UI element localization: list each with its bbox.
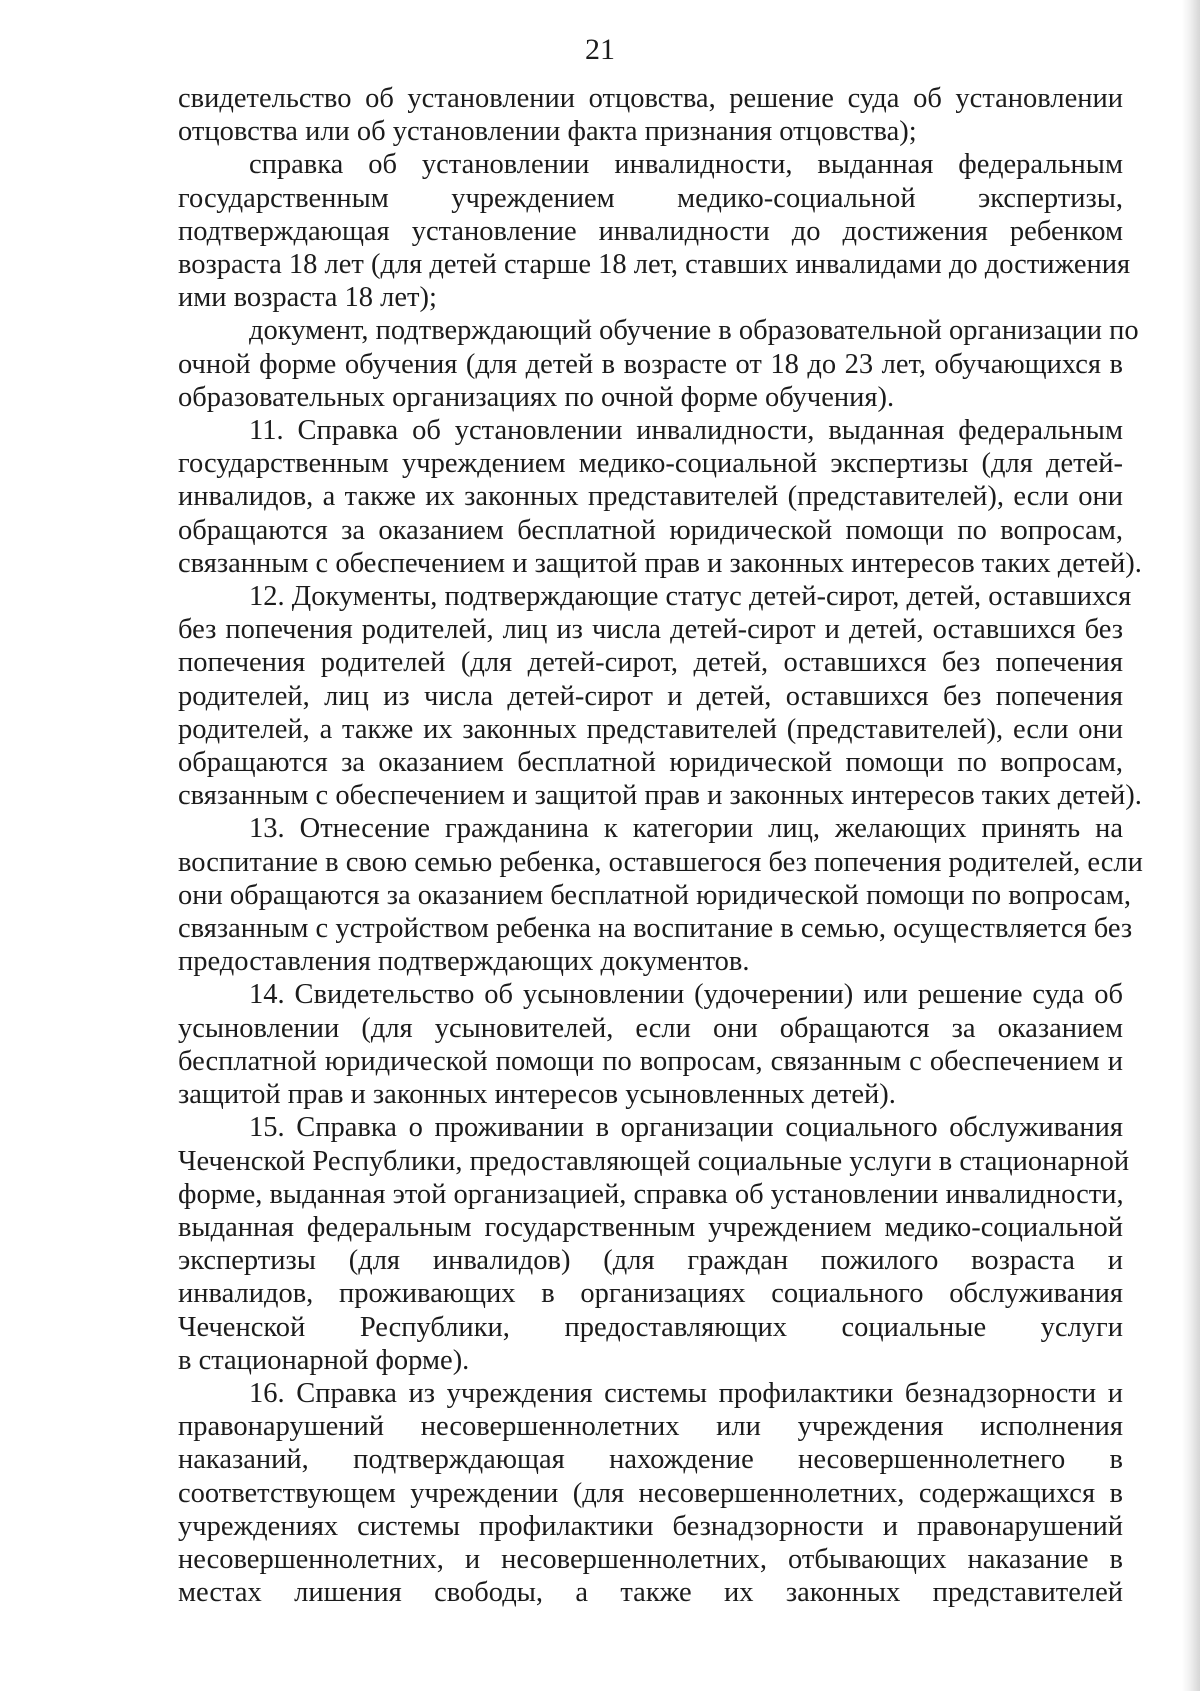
text-line: документ, подтверждающий обучение в образовательной организации по [249, 315, 1139, 347]
text-line: 11. Справка об установлении инвалидности, выданная федеральным [249, 415, 1123, 447]
paragraph [178, 414, 1142, 580]
text-line: выданная федеральным государственным учреждением медико-социальной [178, 1211, 1123, 1243]
text-line: возраста 18 лет (для детей старше 18 лет, ставших инвалидами до достижения [178, 249, 1131, 281]
text-line: государственным учреждением медико-социальной экспертизы (для детей- [178, 448, 1123, 480]
text-line: предоставления подтверждающих документов. [178, 946, 750, 978]
text-line: инвалидов, проживающих в организациях социального обслуживания [178, 1278, 1123, 1310]
text-line: родителей, лиц из числа детей-сирот и детей, оставшихся без попечения [178, 680, 1123, 712]
text-line: ими возраста 18 лет); [178, 282, 437, 314]
text-line: 16. Справка из учреждения системы профилактики безнадзорности и [249, 1377, 1123, 1409]
text-line: Чеченской Республики, предоставляющей социальные услуги в стационарной [178, 1145, 1130, 1177]
text-line: усыновлении (для усыновителей, если они обращаются за оказанием [178, 1012, 1123, 1044]
text-line: очной форме обучения (для детей в возрасте от 18 до 23 лет, обучающихся в [178, 348, 1123, 380]
page-number: 21 [585, 33, 615, 66]
text-line: в стационарной форме). [178, 1344, 470, 1376]
text-line: соответствующем учреждении (для несовершеннолетних, содержащихся в [178, 1477, 1123, 1509]
text-line: 15. Справка о проживании в организации социального обслуживания [249, 1112, 1123, 1144]
text-line: родителей, а также их законных представителей (представителей), если они [178, 713, 1123, 745]
text-line: обращаются за оказанием бесплатной юридической помощи по вопросам, [178, 747, 1123, 779]
paragraph [178, 82, 1123, 148]
text-line: несовершеннолетних, и несовершеннолетних, отбывающих наказание в [178, 1543, 1123, 1575]
text-line: форме, выданная этой организацией, справка об установлении инвалидности, [178, 1178, 1124, 1210]
text-line: наказаний, подтверждающая нахождение несовершеннолетнего в [178, 1444, 1123, 1476]
text-line: учреждениях системы профилактики безнадзорности и правонарушений [178, 1510, 1123, 1542]
text-line: экспертизы (для инвалидов) (для граждан пожилого возраста и [178, 1245, 1123, 1277]
text-line: связанным с обеспечением и защитой прав и законных интересов таких детей). [178, 547, 1142, 579]
text-line: отцовства или об установлении факта признания отцовства); [178, 116, 917, 148]
text-line: 13. Отнесение гражданина к категории лиц, желающих принять на [249, 813, 1123, 845]
document-body [178, 82, 1143, 1609]
text-line: справка об установлении инвалидности, выданная федеральным [249, 149, 1123, 181]
text-line: образовательных организациях по очной форме обучения). [178, 381, 895, 413]
text-line: правонарушений несовершеннолетних или учреждения исполнения [178, 1411, 1123, 1443]
paragraph [178, 978, 1123, 1111]
text-line: обращаются за оказанием бесплатной юридической помощи по вопросам, [178, 514, 1123, 546]
text-line: они обращаются за оказанием бесплатной юридической помощи по вопросам, [178, 879, 1132, 911]
text-line: без попечения родителей, лиц из числа детей-сирот и детей, оставшихся без [178, 614, 1123, 646]
text-line: местах лишения свободы, а также их законных представителей [178, 1577, 1123, 1609]
text-line: связанным с устройством ребенка на воспитание в семью, осуществляется без [178, 913, 1133, 945]
text-line: подтверждающая установление инвалидности до достижения ребенком [178, 215, 1123, 247]
paragraph [178, 1111, 1130, 1377]
text-line: связанным с обеспечением и защитой прав и законных интересов таких детей). [178, 780, 1142, 812]
text-line: Чеченской Республики, предоставляющих социальные услуги [178, 1311, 1123, 1343]
text-line: 12. Документы, подтверждающие статус детей-сирот, детей, оставшихся [249, 581, 1132, 613]
text-line: государственным учреждением медико-социальной экспертизы, [178, 182, 1123, 214]
text-line: 14. Свидетельство об усыновлении (удочерении) или решение суда об [249, 979, 1123, 1011]
paragraph [178, 148, 1131, 314]
text-line: бесплатной юридической помощи по вопросам, связанным с обеспечением и [178, 1045, 1123, 1077]
paragraph [178, 314, 1139, 414]
scan-edge-shadow [1182, 0, 1200, 1691]
text-line: воспитание в свою семью ребенка, оставшегося без попечения родителей, если [178, 846, 1143, 878]
text-line: свидетельство об установлении отцовства, решение суда об установлении [178, 83, 1123, 114]
text-line: инвалидов, а также их законных представителей (представителей), если они [178, 481, 1123, 513]
text-line: защитой прав и законных интересов усыновленных детей). [178, 1079, 896, 1111]
paragraph [178, 580, 1142, 812]
paragraph [178, 812, 1143, 978]
paragraph [178, 1377, 1123, 1609]
text-line: попечения родителей (для детей-сирот, детей, оставшихся без попечения [178, 647, 1123, 679]
